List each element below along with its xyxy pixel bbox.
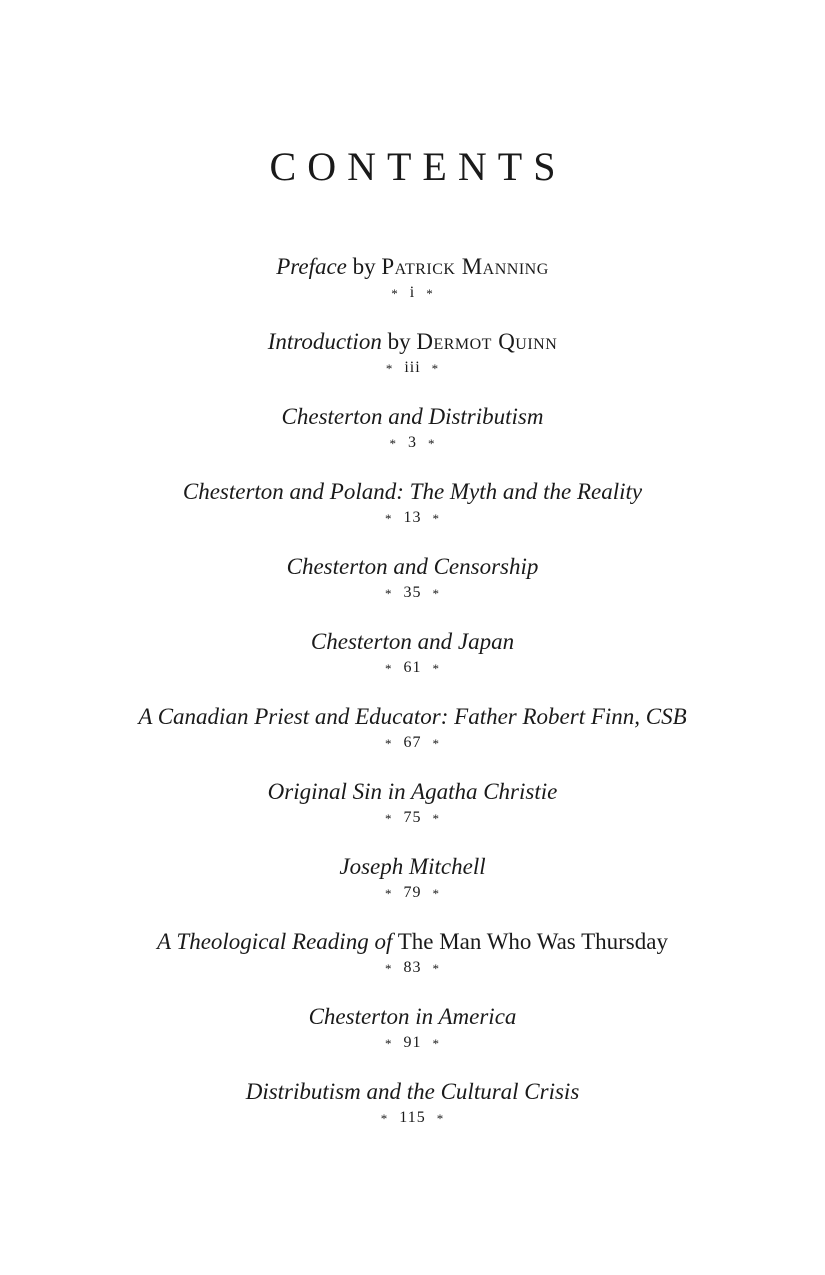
toc-entry-title-line xyxy=(0,402,825,432)
toc-entry-author: Patrick Manning xyxy=(381,254,549,279)
asterisk-ornament-icon: * xyxy=(436,1111,445,1126)
asterisk-ornament-icon: * xyxy=(385,811,393,826)
toc-entry-by: by xyxy=(387,329,411,354)
page-title: CONTENTS xyxy=(269,144,567,189)
asterisk-ornament-icon: * xyxy=(380,1111,389,1126)
toc-entry-title: Chesterton and Poland: The Myth and the Reality xyxy=(182,479,643,504)
toc-entry[interactable] xyxy=(0,402,825,477)
toc-entry-title-line xyxy=(0,777,825,807)
page-number: 75 xyxy=(403,809,422,826)
asterisk-ornament-icon: * xyxy=(385,736,393,751)
asterisk-ornament-icon: * xyxy=(385,511,393,526)
page-number: 67 xyxy=(403,734,422,751)
page-number: 83 xyxy=(403,959,422,976)
asterisk-ornament-icon: * xyxy=(432,811,440,826)
toc-entry-page-line xyxy=(0,582,825,604)
asterisk-ornament-icon: * xyxy=(428,436,436,451)
asterisk-ornament-icon: * xyxy=(432,661,440,676)
toc-entry-title-line xyxy=(0,327,825,357)
toc-entry-page-line xyxy=(0,432,825,454)
asterisk-ornament-icon: * xyxy=(385,361,394,376)
toc-entry-title: Introduction xyxy=(267,329,382,354)
asterisk-ornament-icon: * xyxy=(432,886,440,901)
toc-entry[interactable] xyxy=(0,477,825,552)
asterisk-ornament-icon: * xyxy=(432,511,440,526)
page-number: i xyxy=(409,284,416,301)
toc-entry-title-line xyxy=(0,1002,825,1032)
toc-entry[interactable] xyxy=(0,1002,825,1077)
toc-entry-title: Chesterton in America xyxy=(308,1004,517,1029)
toc-entry-page-line xyxy=(0,282,825,304)
toc-entry-title: Joseph Mitchell xyxy=(339,854,486,879)
toc-entry-title-line xyxy=(0,702,825,732)
toc-entry-title: Preface xyxy=(276,254,347,279)
toc-entry-title-line xyxy=(0,477,825,507)
toc-entry[interactable] xyxy=(0,852,825,927)
page-number: 3 xyxy=(408,434,417,451)
toc-entry-page-line xyxy=(0,507,825,529)
toc-entry[interactable] xyxy=(0,927,825,1002)
toc-entry-page-line xyxy=(0,732,825,754)
toc-entry[interactable] xyxy=(0,327,825,402)
toc-entry[interactable] xyxy=(0,1077,825,1152)
page-number: 13 xyxy=(403,509,422,526)
page-number: 91 xyxy=(403,1034,422,1051)
toc-entry-title: Distributism and the Cultural Crisis xyxy=(245,1079,580,1104)
toc-entry-title-line xyxy=(0,927,825,957)
toc-entry-author: Dermot Quinn xyxy=(416,329,558,354)
page-number: 61 xyxy=(403,659,422,676)
toc-entry[interactable] xyxy=(0,627,825,702)
toc-entry[interactable] xyxy=(0,252,825,327)
toc-entry-title-line xyxy=(0,852,825,882)
toc-entry-page-line xyxy=(0,1032,825,1054)
toc-entry-by: by xyxy=(352,254,376,279)
toc-entry-title-line xyxy=(0,252,825,282)
toc-entry-page-line xyxy=(0,357,825,379)
toc-entry-work-title: The Man Who Was Thursday xyxy=(397,929,668,954)
toc-entry-page-line xyxy=(0,807,825,829)
asterisk-ornament-icon: * xyxy=(385,886,393,901)
page-number: 79 xyxy=(403,884,422,901)
toc-entry-title: A Canadian Priest and Educator: Father Robert Finn, CSB xyxy=(138,704,687,729)
asterisk-ornament-icon: * xyxy=(385,661,393,676)
asterisk-ornament-icon: * xyxy=(385,961,393,976)
toc-entry[interactable] xyxy=(0,777,825,852)
asterisk-ornament-icon: * xyxy=(432,736,440,751)
page-number: iii xyxy=(404,359,421,376)
toc-entry-title: A Theological Reading of xyxy=(157,929,393,954)
toc-entry-page-line xyxy=(0,1107,825,1129)
toc-entry-page-line xyxy=(0,657,825,679)
toc-entry[interactable] xyxy=(0,552,825,627)
toc-entry-page-line xyxy=(0,882,825,904)
asterisk-ornament-icon: * xyxy=(432,961,440,976)
page-number: 115 xyxy=(399,1109,426,1126)
asterisk-ornament-icon: * xyxy=(426,286,434,301)
page-number: 35 xyxy=(403,584,422,601)
toc-entry-title: Chesterton and Censorship xyxy=(286,554,539,579)
toc-entry-title-line xyxy=(0,552,825,582)
asterisk-ornament-icon: * xyxy=(389,436,397,451)
asterisk-ornament-icon: * xyxy=(432,1036,440,1051)
toc-list xyxy=(0,252,825,1152)
asterisk-ornament-icon: * xyxy=(385,1036,393,1051)
asterisk-ornament-icon: * xyxy=(391,286,399,301)
toc-entry-title: Chesterton and Japan xyxy=(310,629,515,654)
toc-entry-title: Chesterton and Distributism xyxy=(281,404,544,429)
toc-entry-page-line xyxy=(0,957,825,979)
asterisk-ornament-icon: * xyxy=(385,586,393,601)
toc-entry[interactable] xyxy=(0,702,825,777)
asterisk-ornament-icon: * xyxy=(431,361,440,376)
toc-entry-title-line xyxy=(0,627,825,657)
toc-entry-title-line xyxy=(0,1077,825,1107)
toc-entry-title: Original Sin in Agatha Christie xyxy=(267,779,558,804)
asterisk-ornament-icon: * xyxy=(432,586,440,601)
